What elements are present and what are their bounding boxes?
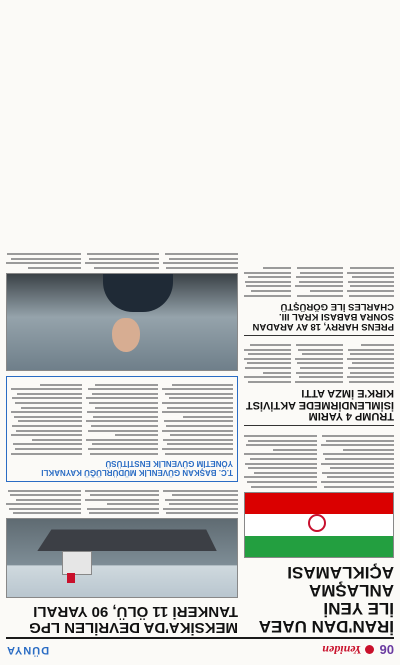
ship-bridge (62, 552, 92, 576)
page-number: 06 (379, 642, 394, 658)
person-suit (103, 274, 173, 312)
person-face (112, 318, 140, 352)
person-photo (6, 273, 238, 371)
third-headline: PRENS HARRY, 18 AY ARADAN SONRA BABASI KRAL III. CHARLES İLE GÖRÜŞTÜ (252, 300, 394, 332)
brand-dot-icon (365, 646, 374, 655)
tanker-article-body (6, 487, 238, 515)
masthead (6, 637, 394, 661)
tanker-photo (6, 519, 238, 599)
flag-emblem-icon (308, 514, 326, 532)
brand-logo (322, 643, 373, 658)
info-box-title: T.C. BAŞKAN GÜVENLİK MÜDÜRLÜĞÜ KAYNAKLI YÖNETİM GÜVENLİK ENSTİTÜSÜ (41, 458, 233, 477)
main-headline: İRAN'DAN UAEA İLE YENİ ANLAŞMA AÇIKLAMASI (259, 563, 394, 636)
masthead-left (322, 643, 394, 658)
info-box (6, 376, 238, 482)
ship-stack (67, 574, 75, 584)
info-box-body (11, 381, 233, 455)
divider (244, 335, 394, 336)
article-body-2 (244, 342, 394, 383)
article-body-1 (244, 433, 394, 488)
left-column (244, 8, 394, 635)
divider (244, 426, 394, 427)
right-column (6, 8, 238, 635)
second-headline: TRUMP 4 YARIM İSİMLENDİRMEDE AKTİVİST KIRK'E İMZA ATTI (245, 387, 394, 423)
article-body-3 (244, 264, 394, 296)
flag-red-band (245, 493, 393, 514)
brand-name: Yeniden (322, 643, 362, 658)
tanker-headline: MEKSİKA'DA DEVRİLEN LPG TANKERİ 11 ÖLÜ, 90 YARALI (29, 603, 238, 636)
flag-green-band (245, 536, 393, 557)
ship-hull (37, 530, 217, 552)
section-title: DÜNYA (6, 644, 50, 656)
iran-flag-photo (244, 492, 394, 558)
right-article-body-2 (6, 251, 238, 269)
